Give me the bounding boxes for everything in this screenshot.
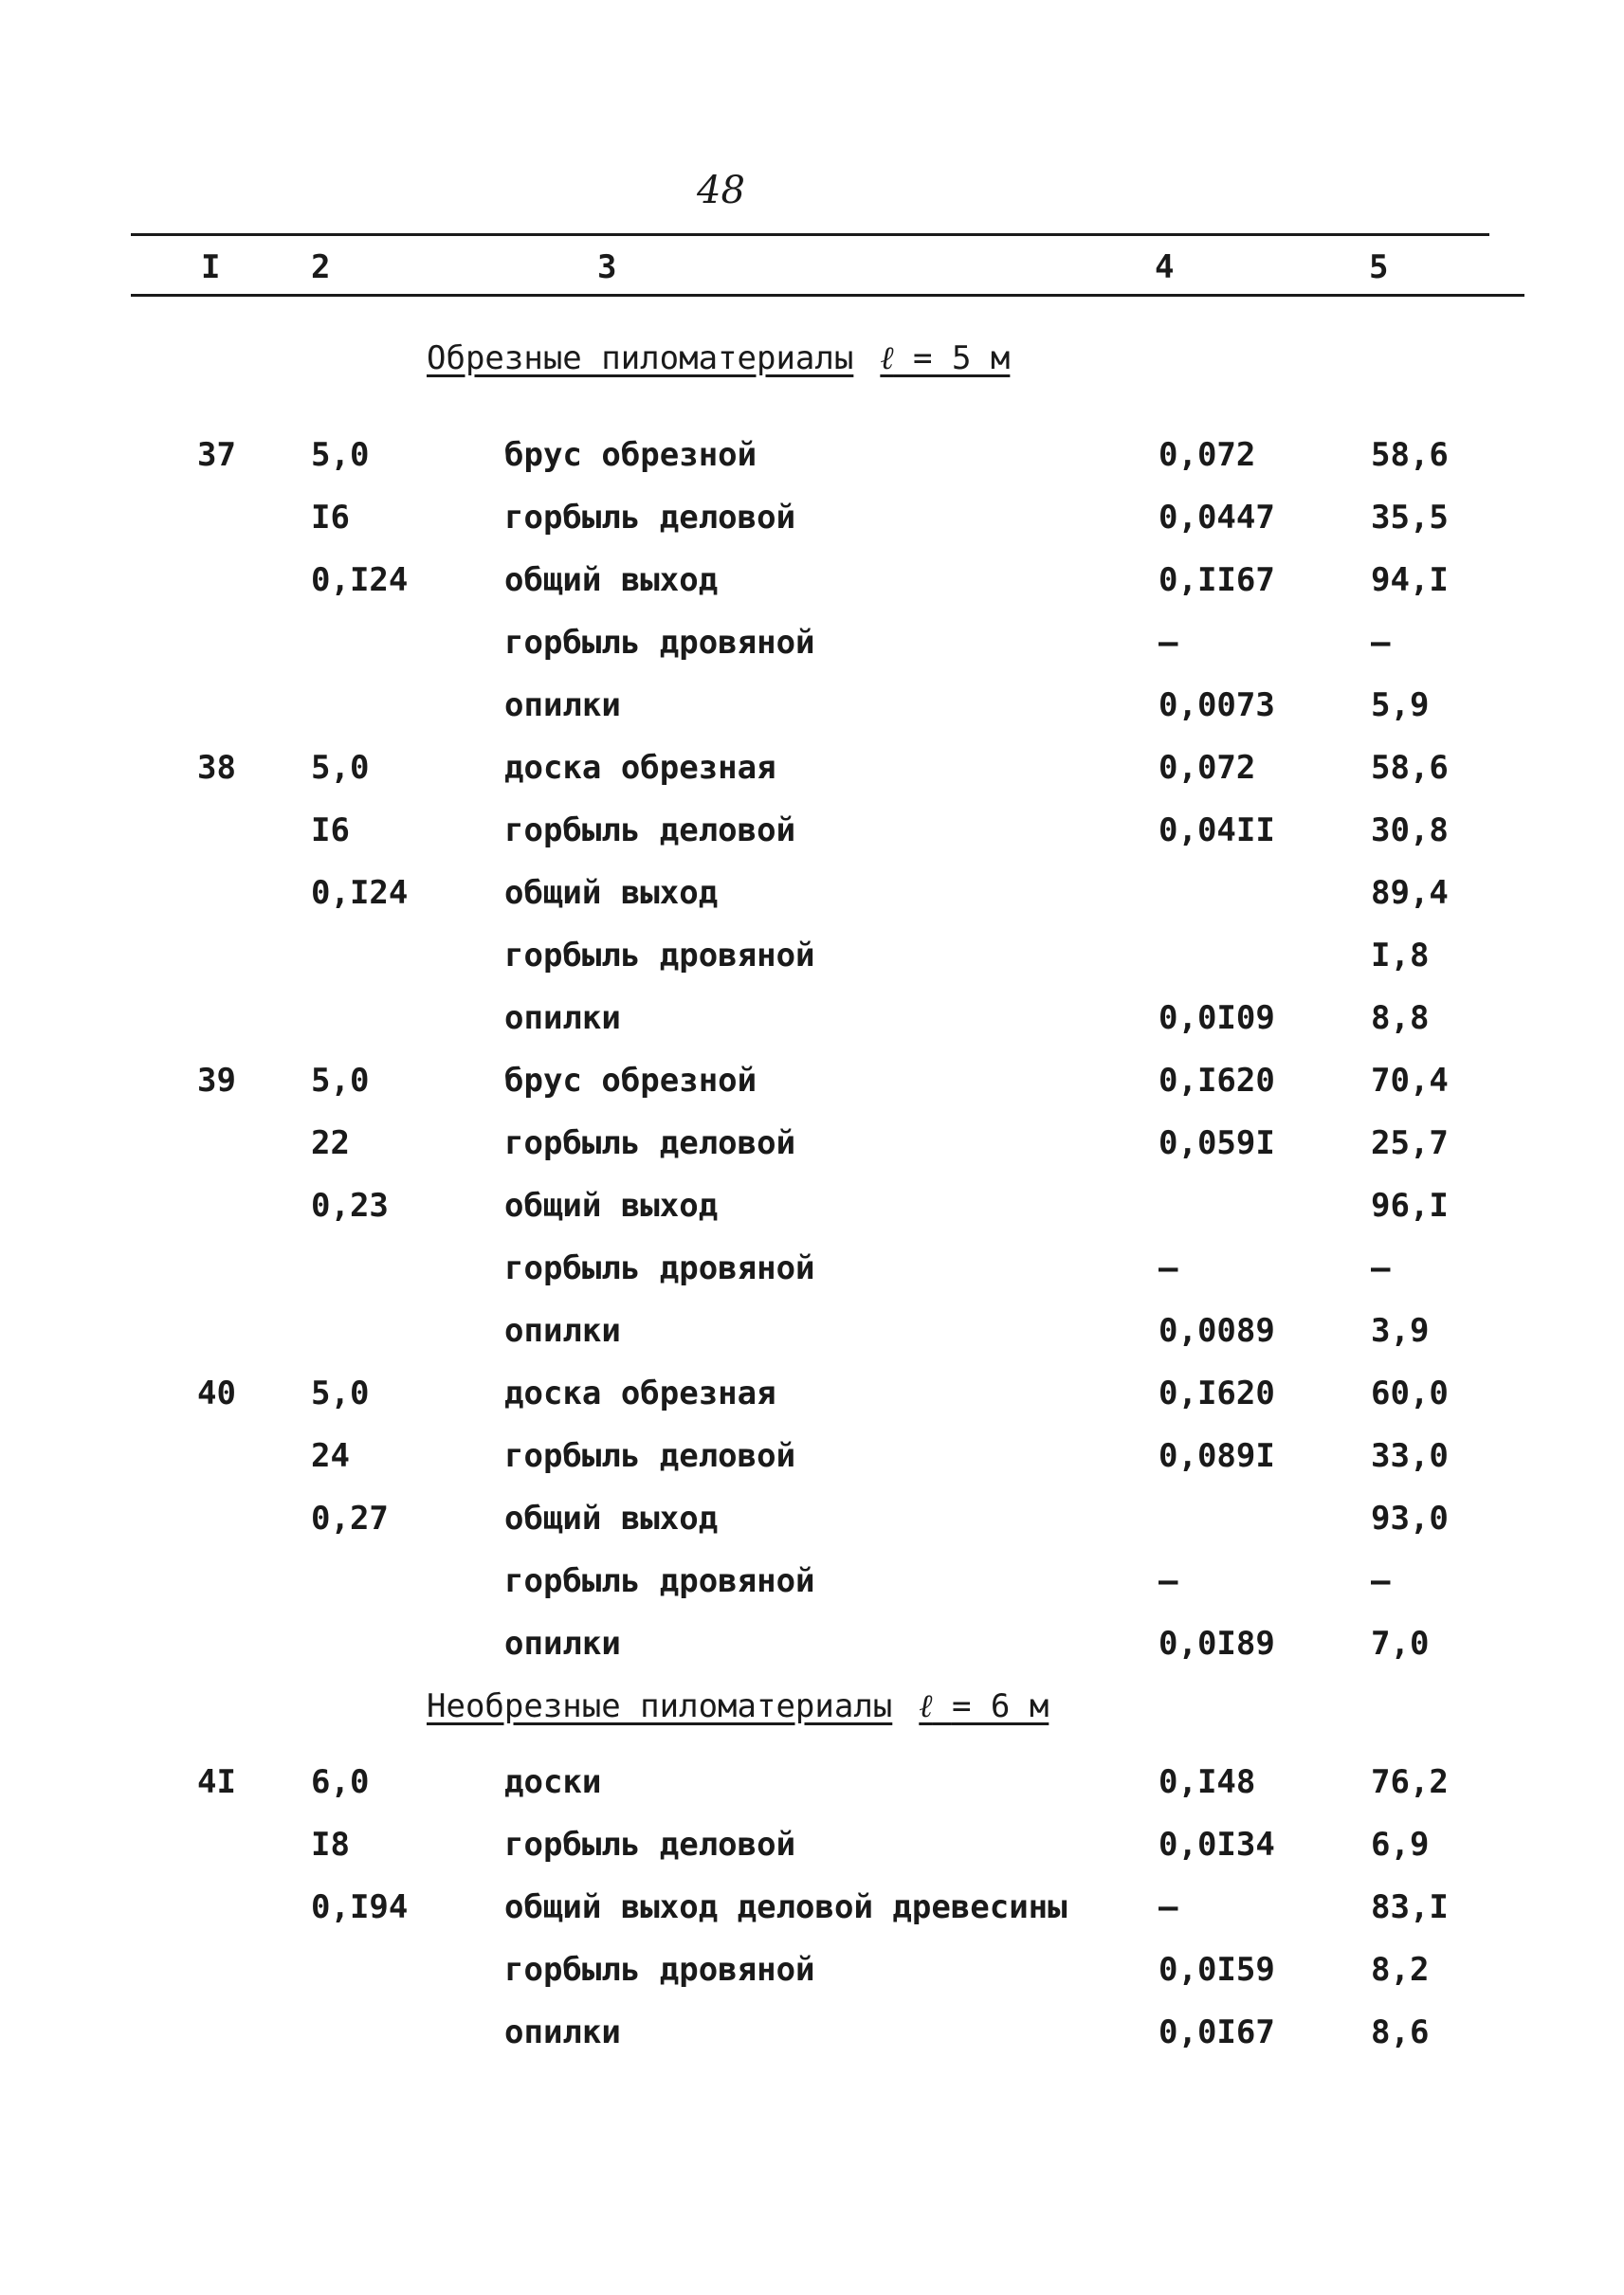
table-row [0, 1625, 1624, 1682]
table-cell-c4: 0,I48 [1159, 1763, 1256, 1801]
table-cell-c5: 76,2 [1371, 1763, 1449, 1801]
table-cell-c2: 24 [311, 1437, 350, 1475]
table-cell-c5: 6,9 [1371, 1826, 1430, 1864]
table-cell-c3: горбыль деловой [504, 1124, 796, 1162]
table-row [0, 1437, 1624, 1494]
table-cell-c2: I6 [311, 499, 350, 537]
table-cell-c1: 39 [197, 1062, 236, 1100]
column-header: 3 [597, 248, 617, 286]
table-cell-c3: горбыль деловой [504, 499, 796, 537]
table-cell-c3: опилки [504, 2013, 621, 2051]
table-cell-c2: I8 [311, 1826, 350, 1864]
table-row [0, 436, 1624, 493]
table-cell-c2: 5,0 [311, 1375, 370, 1412]
column-header: I [201, 248, 221, 286]
table-row [0, 1500, 1624, 1557]
column-header: 2 [311, 248, 331, 286]
length-symbol: ℓ [880, 339, 894, 377]
table-cell-c3: горбыль деловой [504, 811, 796, 849]
table-cell-c5: 25,7 [1371, 1124, 1449, 1162]
table-row [0, 686, 1624, 743]
table-cell-c3: общий выход [504, 1500, 719, 1538]
table-cell-c5: 96,I [1371, 1187, 1449, 1225]
table-cell-c3: общий выход [504, 1187, 719, 1225]
table-cell-c5: 30,8 [1371, 811, 1449, 849]
table-row [0, 2013, 1624, 2070]
table-cell-c3: горбыль дровяной [504, 937, 815, 974]
table-cell-c4: 0,0089 [1159, 1312, 1275, 1350]
table-row [0, 811, 1624, 868]
table-cell-c5: 7,0 [1371, 1625, 1430, 1663]
table-cell-c4: – [1159, 1249, 1178, 1287]
table-cell-c3: горбыль деловой [504, 1826, 796, 1864]
table-cell-c1: 40 [197, 1375, 236, 1412]
section-title-unedged-lumber [427, 1687, 1049, 1725]
table-row [0, 1562, 1624, 1619]
section-title-text: Необрезные пиломатериалы [427, 1687, 893, 1725]
table-cell-c3: горбыль дровяной [504, 1951, 815, 1989]
table-cell-c4: 0,0I67 [1159, 2013, 1275, 2051]
table-top-rule [131, 233, 1489, 236]
page-number: 48 [697, 169, 745, 212]
table-cell-c5: 33,0 [1371, 1437, 1449, 1475]
section-length-value: = 5 м [913, 339, 1011, 377]
table-row [0, 1826, 1624, 1883]
table-row [0, 624, 1624, 681]
table-cell-c5: 58,6 [1371, 436, 1449, 474]
table-cell-c1: 38 [197, 749, 236, 787]
table-cell-c4: 0,0I34 [1159, 1826, 1275, 1864]
table-cell-c3: доски [504, 1763, 602, 1801]
table-row [0, 1187, 1624, 1244]
table-cell-c4: – [1159, 624, 1178, 662]
table-cell-c3: опилки [504, 686, 621, 724]
table-cell-c2: 5,0 [311, 749, 370, 787]
table-cell-c3: горбыль дровяной [504, 1562, 815, 1600]
table-row [0, 1763, 1624, 1820]
table-cell-c4: 0,0I09 [1159, 999, 1275, 1037]
table-row [0, 1062, 1624, 1119]
section-length-value: = 6 м [951, 1687, 1049, 1725]
column-header: 5 [1369, 248, 1389, 286]
table-row [0, 999, 1624, 1056]
table-cell-c2: 22 [311, 1124, 350, 1162]
table-cell-c4: 0,I620 [1159, 1062, 1275, 1100]
table-cell-c3: общий выход деловой древесины [504, 1888, 1067, 1926]
table-cell-c1: 4I [197, 1763, 236, 1801]
table-row [0, 499, 1624, 556]
table-cell-c4: 0,0I59 [1159, 1951, 1275, 1989]
table-cell-c3: опилки [504, 1312, 621, 1350]
table-cell-c5: 58,6 [1371, 749, 1449, 787]
table-cell-c5: – [1371, 1562, 1391, 1600]
table-cell-c1: 37 [197, 436, 236, 474]
table-cell-c4: 0,0447 [1159, 499, 1275, 537]
table-cell-c5: 3,9 [1371, 1312, 1430, 1350]
table-cell-c3: опилки [504, 1625, 621, 1663]
table-cell-c5: 70,4 [1371, 1062, 1449, 1100]
table-cell-c5: I,8 [1371, 937, 1430, 974]
table-cell-c5: 93,0 [1371, 1500, 1449, 1538]
table-cell-c5: 8,2 [1371, 1951, 1430, 1989]
table-cell-c5: 94,I [1371, 561, 1449, 599]
table-row [0, 1249, 1624, 1306]
table-row [0, 1951, 1624, 2008]
table-cell-c2: 0,I24 [311, 561, 409, 599]
section-title-edged-lumber [427, 339, 1010, 377]
table-row [0, 561, 1624, 618]
table-cell-c2: 5,0 [311, 1062, 370, 1100]
table-cell-c5: 83,I [1371, 1888, 1449, 1926]
table-cell-c5: 60,0 [1371, 1375, 1449, 1412]
table-cell-c5: 8,6 [1371, 2013, 1430, 2051]
table-row [0, 749, 1624, 806]
table-cell-c4: – [1159, 1562, 1178, 1600]
table-row [0, 874, 1624, 931]
table-cell-c2: 6,0 [311, 1763, 370, 1801]
table-cell-c3: доска обрезная [504, 749, 776, 787]
table-cell-c4: 0,059I [1159, 1124, 1275, 1162]
table-cell-c5: – [1371, 624, 1391, 662]
table-cell-c2: 0,23 [311, 1187, 389, 1225]
table-cell-c3: горбыль дровяной [504, 624, 815, 662]
table-cell-c4: 0,0073 [1159, 686, 1275, 724]
table-cell-c2: 0,I24 [311, 874, 409, 912]
table-cell-c4: 0,089I [1159, 1437, 1275, 1475]
table-cell-c2: I6 [311, 811, 350, 849]
table-cell-c4: – [1159, 1888, 1178, 1926]
table-cell-c5: 89,4 [1371, 874, 1449, 912]
table-cell-c5: 5,9 [1371, 686, 1430, 724]
table-cell-c3: доска обрезная [504, 1375, 776, 1412]
table-row [0, 937, 1624, 993]
table-cell-c5: 35,5 [1371, 499, 1449, 537]
table-cell-c5: 8,8 [1371, 999, 1430, 1037]
table-cell-c3: брус обрезной [504, 1062, 757, 1100]
table-cell-c2: 0,I94 [311, 1888, 409, 1926]
table-cell-c4: 0,0I89 [1159, 1625, 1275, 1663]
table-cell-c3: горбыль деловой [504, 1437, 796, 1475]
table-row [0, 1312, 1624, 1369]
table-cell-c3: брус обрезной [504, 436, 757, 474]
section-title-text: Обрезные пиломатериалы [427, 339, 854, 377]
table-row [0, 1124, 1624, 1181]
table-cell-c2: 5,0 [311, 436, 370, 474]
length-symbol: ℓ [919, 1687, 933, 1725]
table-cell-c3: опилки [504, 999, 621, 1037]
table-cell-c3: общий выход [504, 874, 719, 912]
table-row [0, 1888, 1624, 1945]
table-header-rule [131, 294, 1524, 297]
table-cell-c3: общий выход [504, 561, 719, 599]
column-header: 4 [1155, 248, 1175, 286]
table-row [0, 1375, 1624, 1431]
table-cell-c3: горбыль дровяной [504, 1249, 815, 1287]
table-cell-c4: 0,II67 [1159, 561, 1275, 599]
table-cell-c4: 0,04II [1159, 811, 1275, 849]
table-cell-c4: 0,I620 [1159, 1375, 1275, 1412]
table-cell-c4: 0,072 [1159, 436, 1256, 474]
table-cell-c5: – [1371, 1249, 1391, 1287]
table-cell-c2: 0,27 [311, 1500, 389, 1538]
table-cell-c4: 0,072 [1159, 749, 1256, 787]
